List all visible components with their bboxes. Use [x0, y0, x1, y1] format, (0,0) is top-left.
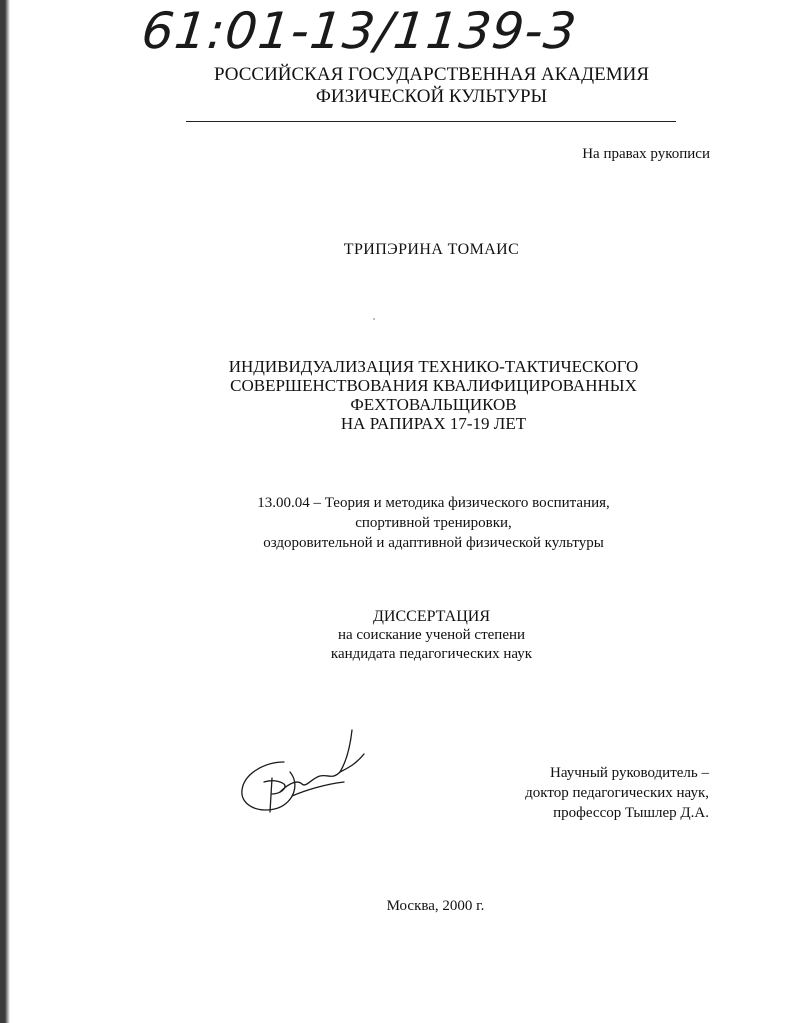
title-line-2: СОВЕРШЕНСТВОВАНИЯ КВАЛИФИЦИРОВАННЫХ — [230, 376, 637, 395]
dissertation-title — [38, 357, 791, 433]
supervisor-line-3: профессор Тышлер Д.А. — [553, 805, 709, 821]
degree-line-1: на соискание ученой степени — [337, 627, 526, 643]
rights-note: На правах рукописи — [582, 146, 710, 162]
institution-name — [36, 64, 791, 108]
institution-line-2: ФИЗИЧЕСКОЙ КУЛЬТУРЫ — [315, 86, 548, 107]
header-divider — [186, 121, 676, 122]
city-year: Москва, 2000 г. — [386, 898, 485, 914]
title-line-4: НА РАПИРАХ 17-19 ЛЕТ — [340, 414, 527, 433]
institution-line-1: РОССИЙСКАЯ ГОСУДАРСТВЕННАЯ АКАДЕМИЯ — [213, 64, 650, 85]
signature-icon — [236, 722, 376, 822]
dissertation-heading: ДИССЕРТАЦИЯ — [373, 608, 490, 625]
degree-line-2: кандидата педагогических наук — [330, 646, 533, 662]
supervisor-block — [525, 763, 709, 823]
supervisor-line-1: Научный руководитель – — [550, 765, 709, 781]
specialty-line-2: спортивной тренировки, — [355, 515, 512, 531]
specialty-line-3: оздоровительной и адаптивной физической культуры — [263, 535, 604, 551]
title-line-3: ФЕХТОВАЛЬЩИКОВ — [350, 395, 517, 414]
scan-speck — [373, 318, 375, 320]
archive-number-handwritten: 61:01-13/1139-3 — [138, 2, 580, 60]
supervisor-line-2: доктор педагогических наук, — [525, 785, 709, 801]
author-name: ТРИПЭРИНА ТОМАИС — [343, 241, 520, 258]
specialty-block — [38, 493, 791, 553]
title-line-1: ИНДИВИДУАЛИЗАЦИЯ ТЕХНИКО-ТАКТИЧЕСКОГО — [228, 357, 639, 376]
specialty-line-1: 13.00.04 – Теория и методика физического воспитания, — [257, 495, 610, 511]
scan-edge — [0, 0, 10, 1023]
degree-block — [36, 607, 791, 664]
